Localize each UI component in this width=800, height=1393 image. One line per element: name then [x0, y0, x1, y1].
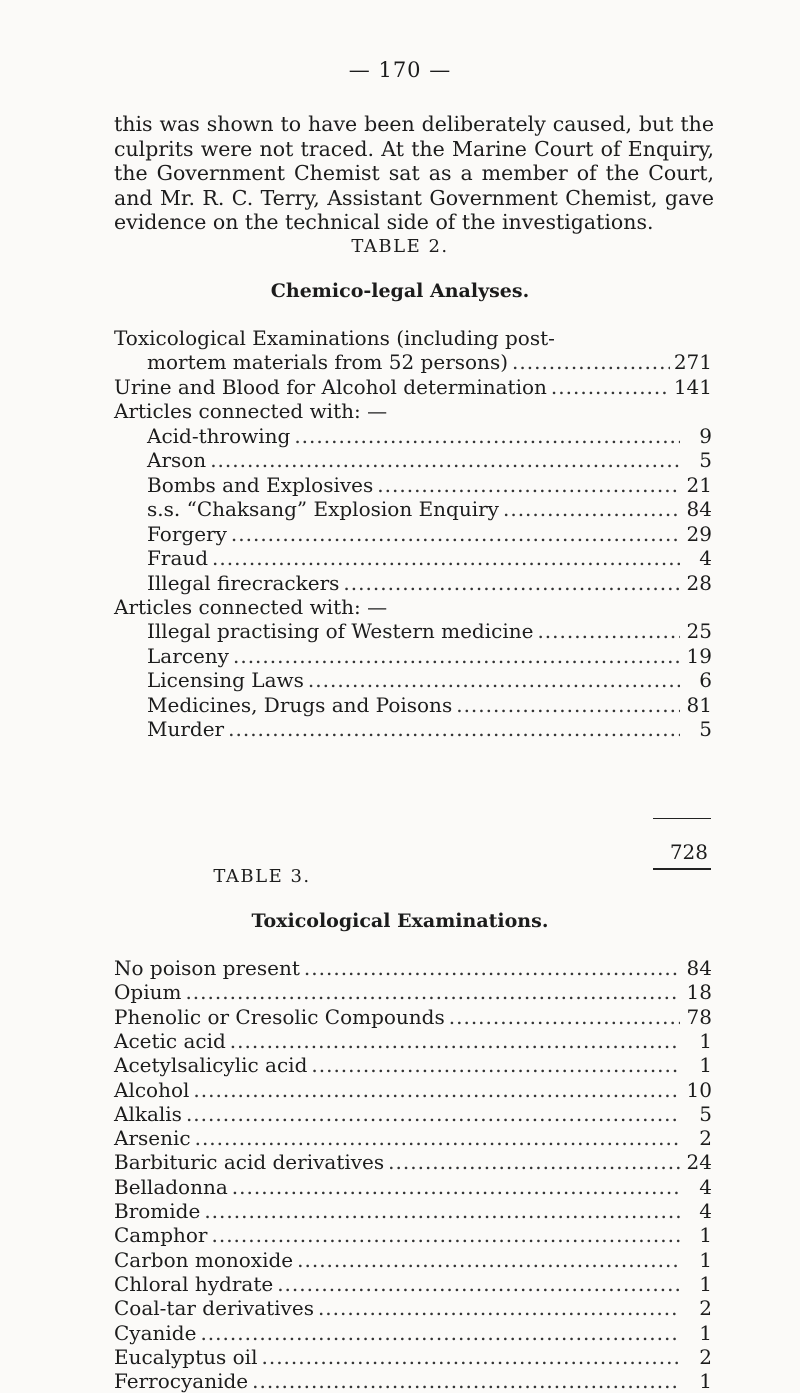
intro-paragraph	[114, 112, 714, 235]
table3-row-value: 5	[699, 1102, 712, 1126]
table3-row-leader	[297, 1249, 680, 1271]
table2-row-leader	[228, 718, 680, 740]
table2-row-leader	[503, 498, 680, 520]
table3-row-leader	[318, 1297, 680, 1319]
table2-row-label: Medicines, Drugs and Poisons	[147, 693, 453, 717]
table2-row-label: Articles connected with: —	[114, 595, 388, 619]
table2-row-label: Acid-throwing	[147, 424, 291, 448]
table2-row	[147, 718, 712, 740]
table3-row-value: 1	[699, 1272, 712, 1296]
table3-row-leader	[195, 1127, 680, 1149]
table2-row-value: 9	[699, 424, 712, 448]
table3-row-label: Alcohol	[114, 1078, 190, 1102]
table2-row-value: 81	[686, 693, 712, 717]
table3-row-label: Carbon monoxide	[114, 1248, 294, 1272]
table3-row-label: Coal-tar derivatives	[114, 1296, 314, 1320]
table2-row	[114, 327, 600, 349]
table2-row-leader	[512, 351, 670, 373]
table2-row-value: 5	[699, 717, 712, 741]
table3-row	[114, 1249, 712, 1271]
table2-row	[147, 620, 712, 642]
table2-row-label: Murder	[147, 717, 225, 741]
table3-row	[114, 1176, 712, 1198]
table3-row	[114, 981, 712, 1003]
table3-row-label: Ferrocyanide	[114, 1369, 249, 1393]
table3-row-label: Camphor	[114, 1223, 208, 1247]
table3-row-leader	[261, 1346, 680, 1368]
table3-row-value: 84	[686, 956, 712, 980]
table3-row-value: 1	[699, 1248, 712, 1272]
table3-row-leader	[193, 1079, 680, 1101]
table2-row	[114, 596, 500, 618]
table3-row-label: Cyanide	[114, 1321, 197, 1345]
table3-row-label: Arsenic	[114, 1126, 191, 1150]
table3-row-label: Chloral hydrate	[114, 1272, 274, 1296]
table2-row-leader	[294, 425, 680, 447]
table3-row	[114, 1297, 712, 1319]
table3-row-value: 2	[699, 1345, 712, 1369]
table3-row-label: Acetylsalicylic acid	[114, 1053, 308, 1077]
table2-row-leader	[212, 547, 680, 569]
table3-row	[114, 1127, 712, 1149]
table2-row-value: 6	[699, 668, 712, 692]
table2-row-label: s.s. “Chaksang” Explosion Enquiry	[147, 497, 499, 521]
table2-total-rule	[653, 818, 711, 819]
table2-row-value: 28	[686, 571, 712, 595]
table2-subtitle: Chemico-legal Analyses.	[270, 280, 530, 302]
table2-row	[147, 669, 712, 691]
table2-row-value: 84	[686, 497, 712, 521]
table3-row-leader	[311, 1054, 680, 1076]
page-number: — 170 —	[348, 58, 452, 82]
table3-row-value: 2	[699, 1296, 712, 1320]
table3-row-leader	[252, 1370, 680, 1392]
table3-subtitle: Toxicological Examinations.	[251, 910, 549, 932]
table2-row-label: Bombs and Explosives	[147, 473, 374, 497]
table3-row-label: Opium	[114, 980, 182, 1004]
table3-row-value: 10	[686, 1078, 712, 1102]
table3-row-leader	[304, 957, 680, 979]
table2-row	[147, 694, 712, 716]
table2-row-leader	[551, 376, 670, 398]
table2-row-value: 29	[686, 522, 712, 546]
table2-row-label: Arson	[147, 448, 207, 472]
table2-row-label: mortem materials from 52 persons)	[147, 350, 509, 374]
table2-row	[147, 572, 712, 594]
table3-row-label: No poison present	[114, 956, 300, 980]
table3-row-value: 4	[699, 1175, 712, 1199]
table3-row-value: 4	[699, 1199, 712, 1223]
table3-row-value: 1	[699, 1029, 712, 1053]
table3-row-label: Acetic acid	[114, 1029, 226, 1053]
table3-row-leader	[232, 1176, 680, 1198]
table2-row-value: 271	[673, 350, 712, 374]
table2-row-label: Illegal firecrackers	[147, 571, 340, 595]
table3-row	[114, 957, 712, 979]
table3-row	[114, 1200, 712, 1222]
table3-row-value: 1	[699, 1053, 712, 1077]
table3-row-value: 2	[699, 1126, 712, 1150]
table2-row-leader	[343, 572, 680, 594]
table2-row-leader	[233, 645, 680, 667]
table3-row-label: Eucalyptus oil	[114, 1345, 258, 1369]
table2-row-value: 141	[673, 375, 712, 399]
table3-row-leader	[204, 1200, 680, 1222]
table2-row	[114, 376, 712, 398]
table3-row	[114, 1030, 712, 1052]
table3-row	[114, 1079, 712, 1101]
table2-row-label: Licensing Laws	[147, 668, 304, 692]
table2-row-label: Articles connected with: —	[114, 399, 388, 423]
table2-row-label: Larceny	[147, 644, 229, 668]
table2-row-leader	[210, 449, 680, 471]
table3-row-leader	[211, 1224, 680, 1246]
table3-row-leader	[230, 1030, 680, 1052]
table3-row-leader	[200, 1322, 680, 1344]
table2-title: TABLE 2.	[351, 236, 449, 257]
table2-row-leader	[308, 669, 680, 691]
table3-row-value: 1	[699, 1369, 712, 1393]
table2-row-value: 4	[699, 546, 712, 570]
table2-row-value: 21	[686, 473, 712, 497]
table3-row-label: Bromide	[114, 1199, 201, 1223]
table2-row	[147, 425, 712, 447]
table3-row	[114, 1224, 712, 1246]
table3-row-value: 78	[686, 1005, 712, 1029]
table3-row-label: Phenolic or Cresolic Compounds	[114, 1005, 445, 1029]
table2-row-leader	[456, 694, 680, 716]
table2-row	[147, 645, 712, 667]
intro-text: this was shown to have been deliberately caused, but the culprits were not traced. At the Marine Court of Enquiry, the Government Chemist sat as a member of the Court, and Mr. R. C. Terry, Assistant Government Chemist, gave evidence on the technical side of the investigations.	[114, 112, 714, 234]
table3-row-value: 24	[686, 1150, 712, 1174]
table3-row	[114, 1370, 712, 1392]
table2-row	[147, 474, 712, 496]
table3-row	[114, 1346, 712, 1368]
table2-row-value: 25	[686, 619, 712, 643]
table2-row-leader	[231, 523, 680, 545]
table3-row	[114, 1151, 712, 1173]
table3-row-leader	[277, 1273, 680, 1295]
table3-row	[114, 1054, 712, 1076]
table2-row-leader	[537, 620, 680, 642]
table3-row	[114, 1006, 712, 1028]
table2-row-value: 19	[686, 644, 712, 668]
table3-row-label: Belladonna	[114, 1175, 228, 1199]
table2-row	[147, 449, 712, 471]
table2-row	[147, 547, 712, 569]
table3-row	[114, 1103, 712, 1125]
table3-row-label: Alkalis	[114, 1102, 182, 1126]
table3-row	[114, 1322, 712, 1344]
table3-row-value: 18	[686, 980, 712, 1004]
table2-total: 728	[669, 840, 708, 864]
table3-row-leader	[388, 1151, 680, 1173]
table2-row	[114, 400, 500, 422]
table2-row	[147, 351, 712, 373]
table3-row-label: Barbituric acid derivatives	[114, 1150, 385, 1174]
table2-row-leader	[377, 474, 680, 496]
table2-row	[147, 498, 712, 520]
table3-row-value: 1	[699, 1223, 712, 1247]
table3-row-leader	[185, 981, 680, 1003]
table3-row-leader	[449, 1006, 680, 1028]
table3-row	[114, 1273, 712, 1295]
table2-row-label: Fraud	[147, 546, 209, 570]
table2-row-label: Toxicological Examinations (including post-	[114, 326, 555, 350]
table2-row-label: Urine and Blood for Alcohol determination	[114, 375, 547, 399]
table3-title: TABLE 3.	[213, 866, 311, 887]
table2-row-label: Illegal practising of Western medicine	[147, 619, 534, 643]
table3-row-value: 1	[699, 1321, 712, 1345]
table2-row-value: 5	[699, 448, 712, 472]
table2-row-label: Forgery	[147, 522, 227, 546]
table2-row	[147, 523, 712, 545]
table3-row-leader	[186, 1103, 680, 1125]
